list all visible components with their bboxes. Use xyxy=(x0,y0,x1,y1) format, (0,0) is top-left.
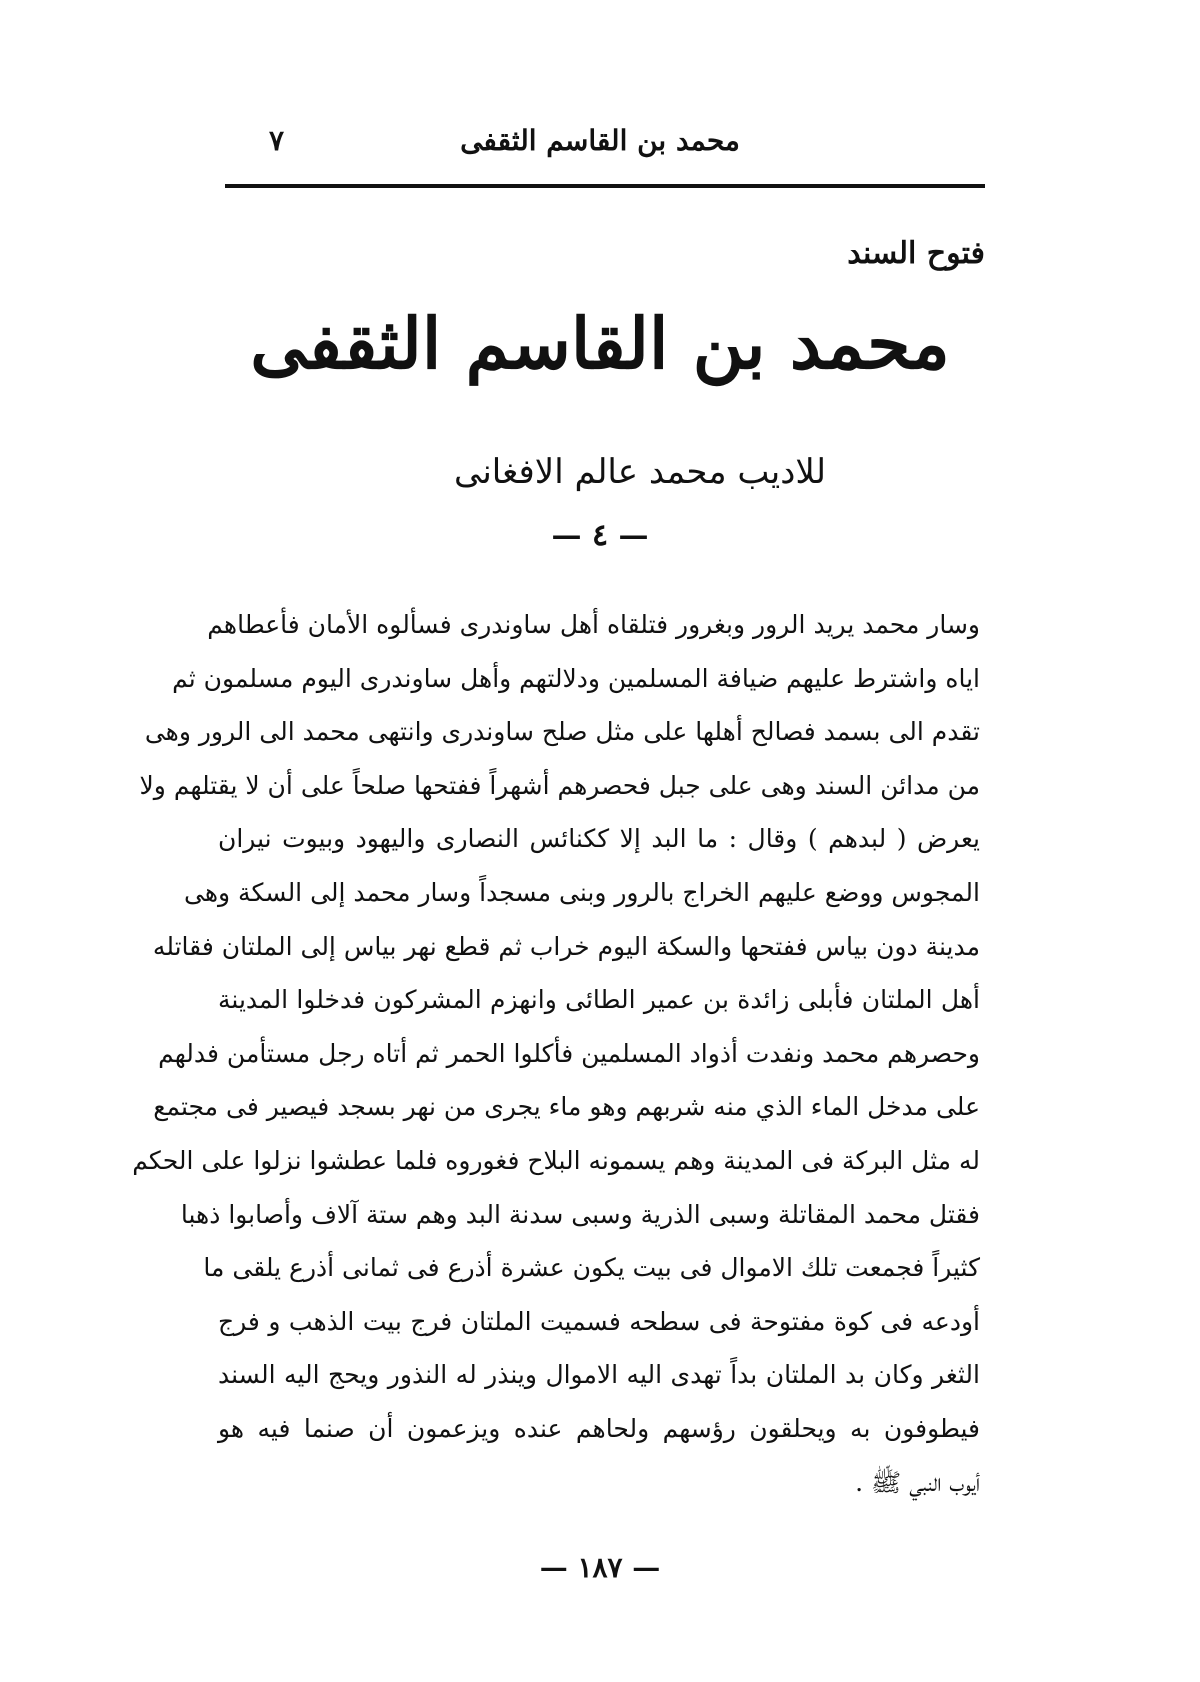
series-title: فتوح السند xyxy=(847,236,985,271)
running-header xyxy=(225,118,975,168)
page-number: — ١٨٧ — xyxy=(539,1551,661,1584)
article-title: محمد بن القاسم الثقفى xyxy=(250,302,950,385)
body-line: له مثل البركة فى المدينة وهم يسمونه البلاح فغوروه فلما عطشوا نزلوا على الحكم xyxy=(132,1145,980,1175)
body-line: المجوس ووضع عليهم الخراج بالرور وبنى مسجداً وسار محمد إلى السكة وهى xyxy=(184,877,980,907)
body-line: اياه واشترط عليهم ضيافة المسلمين ودلالتهم وأهل ساوندرى اليوم مسلمون ثم xyxy=(172,663,980,693)
body-line: أيوب النبي ﷺ . xyxy=(855,1467,980,1497)
body-line: يعرض ( لبدهم ) وقال : ما البد إلا ككنائس النصارى واليهود وبيوت نيران xyxy=(218,824,980,854)
body-line: وسار محمد يريد الرور وبغرور فتلقاه أهل ساوندرى فسألوه الأمان فأعطاهم xyxy=(207,610,980,639)
body-text xyxy=(132,598,980,1509)
header-divider xyxy=(225,184,985,188)
body-line: مدينة دون بياس ففتحها والسكة اليوم خراب ثم قطع نهر بياس إلى الملتان فقاتله xyxy=(152,931,980,961)
body-line: فيطوفون به ويحلقون رؤسهم ولحاهم عنده ويزعمون أن صنما فيه هو xyxy=(218,1413,980,1443)
section-marker: — ٤ — xyxy=(551,518,649,553)
body-line: من مدائن السند وهى على جبل فحصرهم أشهراً ففتحها صلحاً على أن لا يقتلهم ولا xyxy=(139,770,980,800)
body-line: فقتل محمد المقاتلة وسبى الذرية وسبى سدنة البد وهم ستة آلاف وأصابوا ذهبا xyxy=(180,1199,980,1229)
body-line: وحصرهم محمد ونفدت أذواد المسلمين فأكلوا الحمر ثم أتاه رجل مستأمن فدلهم xyxy=(158,1038,980,1068)
body-line: على مدخل الماء الذي منه شربهم وهو ماء يجرى من نهر بسجد فيصير فى مجتمع xyxy=(153,1092,980,1122)
running-header-title: محمد بن القاسم الثقفى xyxy=(460,124,740,157)
body-line: أهل الملتان فأبلى زائدة بن عمير الطائى وانهزم المشركون فدخلوا المدينة xyxy=(218,985,980,1015)
author-byline: للاديب محمد عالم الافغانى xyxy=(453,452,826,492)
running-header-page-number: ٧ xyxy=(269,124,285,157)
body-line: تقدم الى بسمد فصالح أهلها على مثل صلح ساوندرى وانتهى محمد الى الرور وهى xyxy=(144,717,980,747)
body-line: أودعه فى كوة مفتوحة فى سطحه فسميت الملتان فرج بيت الذهب و فرج xyxy=(218,1306,980,1336)
body-line: الثغر وكان بد الملتان بداً تهدى اليه الاموال وينذر له النذور ويحج اليه السند xyxy=(218,1360,980,1390)
body-line: كثيراً فجمعت تلك الاموال فى بيت يكون عشرة أذرع فى ثمانى أذرع يلقى ما xyxy=(203,1253,980,1283)
